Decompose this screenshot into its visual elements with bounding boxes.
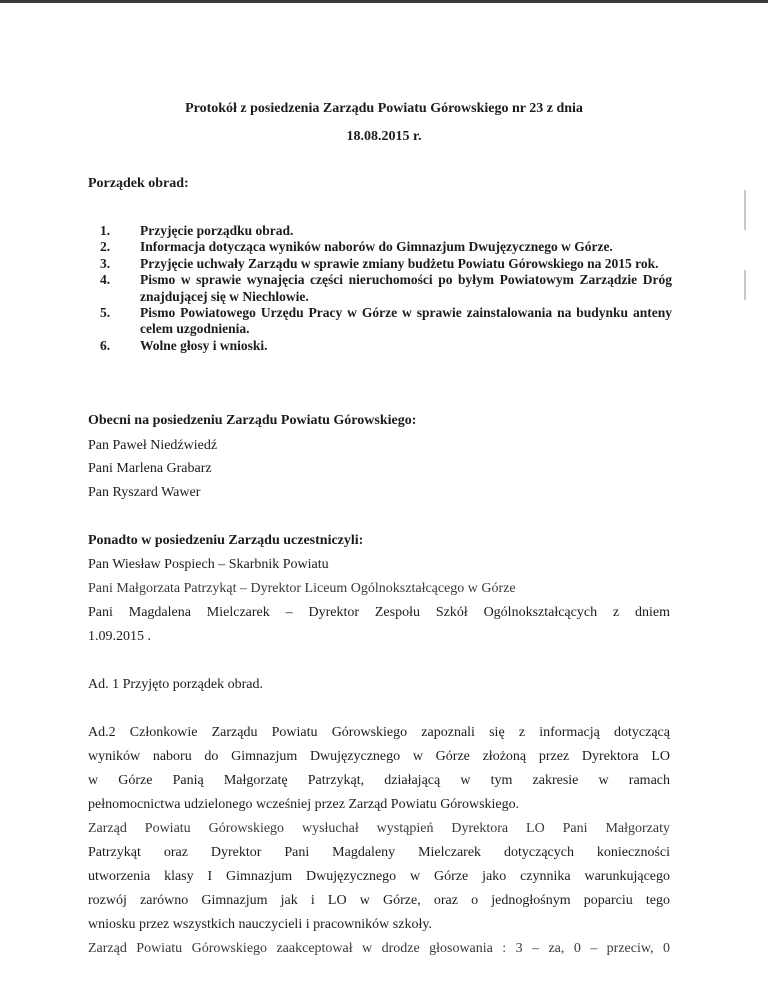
ad1-paragraph: Ad. 1 Przyjęto porządek obrad. xyxy=(88,677,263,692)
agenda-item: 4. Pismo w sprawie wynajęcia części nieruchomości po byłym Powiatowym Zarządzie Dróg znajdującej się w Niechlowie. xyxy=(100,272,672,304)
present-heading: Obecni na posiedzeniu Zarządu Powiatu Górowskiego: xyxy=(88,413,417,428)
document-title: Protokół z posiedzenia Zarządu Powiatu Górowskiego nr 23 z dnia xyxy=(185,101,583,116)
document-date: 18.08.2015 r. xyxy=(346,129,422,144)
scan-edge-mark xyxy=(744,190,746,230)
present-member: Pan Ryszard Wawer xyxy=(88,485,201,500)
ad2-line: Patrzykąt oraz Dyrektor Pani Magdaleny Mielczarek dotyczących konieczności xyxy=(88,845,670,860)
participant-date: 1.09.2015 . xyxy=(88,629,151,644)
ad2-line: utworzenia klasy I Gimnazjum Dwujęzycznego w Górze jako czynnika warunkującego xyxy=(88,869,670,884)
participants-heading: Ponadto w posiedzeniu Zarządu uczestniczyli: xyxy=(88,533,364,548)
agenda-item: 6. Wolne głosy i wnioski. xyxy=(100,337,268,353)
ad2-line: wniosku przez wszystkich nauczycieli i pracowników szkoły. xyxy=(88,917,432,932)
ad2-line: w Górze Panią Małgorzatę Patrzykąt, działającą w tym zakresie w ramach xyxy=(88,773,670,788)
agenda-list xyxy=(100,223,672,354)
scan-edge-mark xyxy=(744,270,746,300)
ad2-line: Zarząd Powiatu Górowskiego wysłuchał wystąpień Dyrektora LO Pani Małgorzaty xyxy=(88,821,670,836)
agenda-item: 2. Informacja dotycząca wyników naborów do Gimnazjum Dwujęzycznego w Górze. xyxy=(100,239,613,255)
ad2-line: Zarząd Powiatu Górowskiego zaakceptował w drodze głosowania : 3 – za, 0 – przeciw, 0 xyxy=(88,941,670,956)
ad2-line: rozwój zarówno Gimnazjum jak i LO w Górze, oraz o jednogłośnym poparciu tego xyxy=(88,893,670,908)
participant: Pan Wiesław Pospiech – Skarbnik Powiatu xyxy=(88,557,329,572)
agenda-item: 3. Przyjęcie uchwały Zarządu w sprawie zmiany budżetu Powiatu Górowskiego na 2015 rok. xyxy=(100,255,659,271)
page-top-edge xyxy=(0,0,768,3)
participant: Pani Magdalena Mielczarek – Dyrektor Zespołu Szkół Ogólnokształcących z dniem xyxy=(88,605,670,620)
participant: Pani Małgorzata Patrzykąt – Dyrektor Liceum Ogólnokształcącego w Górze xyxy=(88,581,516,596)
agenda-item: 5. Pismo Powiatowego Urzędu Pracy w Górze w sprawie zainstalowania na budynku anteny celem uzgodnienia. xyxy=(100,305,672,337)
ad2-line: pełnomocnictwa udzielonego wcześniej przez Zarząd Powiatu Górowskiego. xyxy=(88,797,520,812)
ad2-line: wyników naboru do Gimnazjum Dwujęzycznego w Górze złożoną przez Dyrektora LO xyxy=(88,749,670,764)
agenda-item: 1. Przyjęcie porządku obrad. xyxy=(100,223,294,238)
agenda-heading: Porządek obrad: xyxy=(88,176,189,191)
ad2-line: Ad.2 Członkowie Zarządu Powiatu Górowskiego zapoznali się z informacją dotyczącą xyxy=(88,725,670,740)
present-member: Pan Paweł Niedźwiedź xyxy=(88,438,218,453)
present-member: Pani Marlena Grabarz xyxy=(88,461,212,476)
